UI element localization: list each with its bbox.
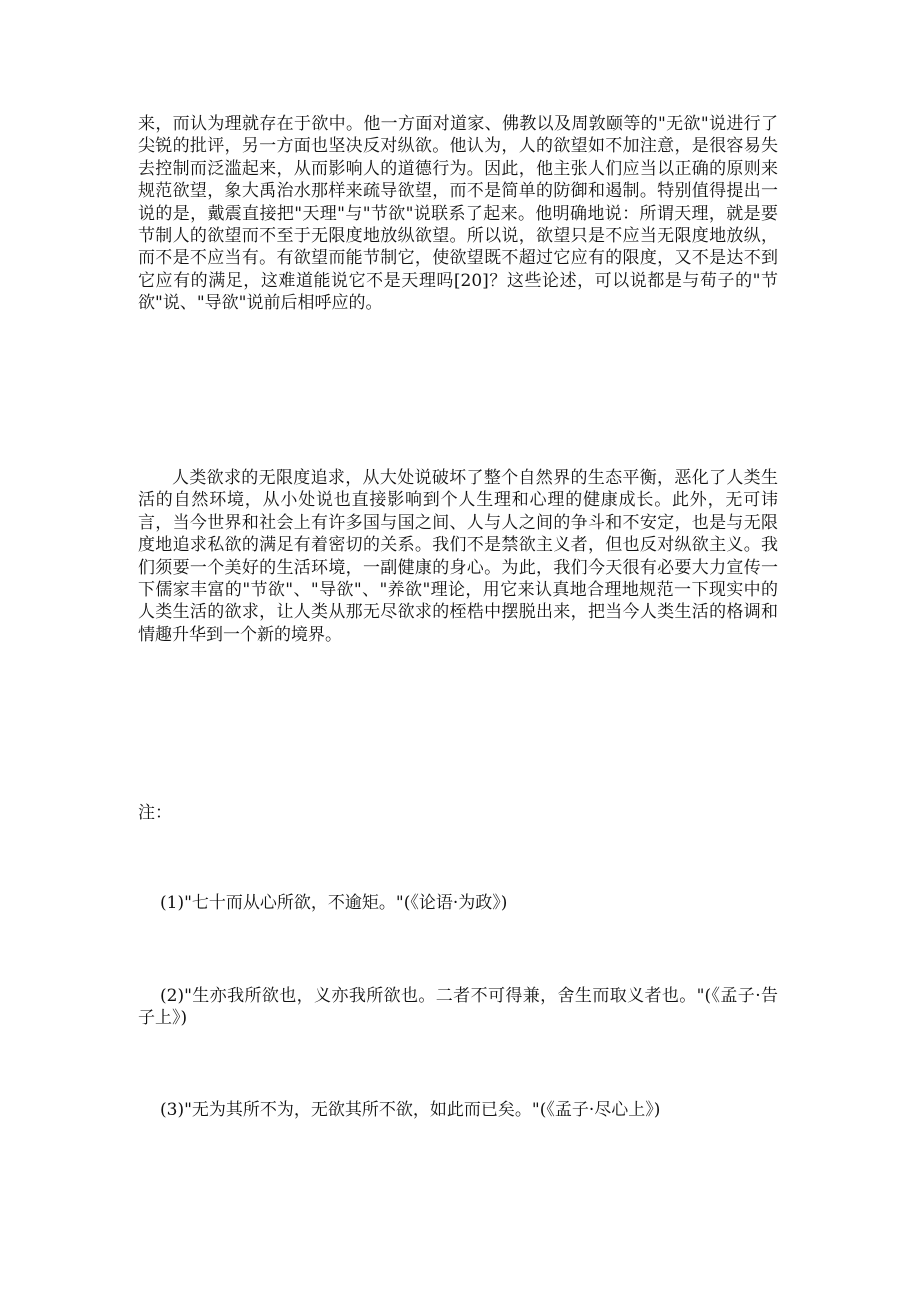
note-item-1: (1)"七十而从心所欲，不逾矩。"(《论语·为政》)	[160, 893, 508, 913]
note-item-2: (2)"生亦我所欲也，义亦我所欲也。二者不可得兼，舍生而取义者也。"(《孟子·告子上》)	[138, 986, 778, 1029]
body-paragraph-2: 人类欲求的无限度追求，从大处说破坏了整个自然界的生态平衡，恶化了人类生活的自然环境，从小处说也直接影响到个人生理和心理的健康成长。此外，无可讳言，当今世界和社会上有许多国与国之间、人与人之间的争斗和不安定，也是与无限度地追求私欲的满足有着密切的关系。我们不是禁欲主义者，但也反对纵欲主义。我们须要一个美好的生活环境，一副健康的身心。为此，我们今天很有必要大力宣传一下儒家丰富的"节欲"、"导欲"、"养欲"理论，用它来认真地合理地规范一下现实中的人类生活的欲求，让人类从那无尽欲求的桎梏中摆脱出来，把当今人类生活的格调和情趣升华到一个新的境界。	[138, 468, 778, 645]
notes-label: 注：	[138, 803, 172, 823]
body-paragraph-1: 来，而认为理就存在于欲中。他一方面对道家、佛教以及周敦颐等的"无欲"说进行了尖锐的批评，另一方面也坚决反对纵欲。他认为，人的欲望如不加注意，是很容易失去控制而泛滥起来，从而影响人的道德行为。因此，他主张人们应当以正确的原则来规范欲望，象大禹治水那样来疏导欲望，而不是简单的防御和遏制。特别值得提出一说的是，戴震直接把"天理"与"节欲"说联系了起来。他明确地说：所谓天理，就是要节制人的欲望而不至于无限度地放纵欲望。所以说，欲望只是不应当无限度地放纵，而不是不应当有。有欲望而能节制它，使欲望既不超过它应有的限度，又不是达不到它应有的满足，这难道能说它不是天理吗[20]？这些论述，可以说都是与荀子的"节欲"说、"导欲"说前后相呼应的。	[138, 114, 778, 314]
note-item-3: (3)"无为其所不为，无欲其所不欲，如此而已矣。"(《孟子·尽心上》)	[160, 1100, 661, 1120]
